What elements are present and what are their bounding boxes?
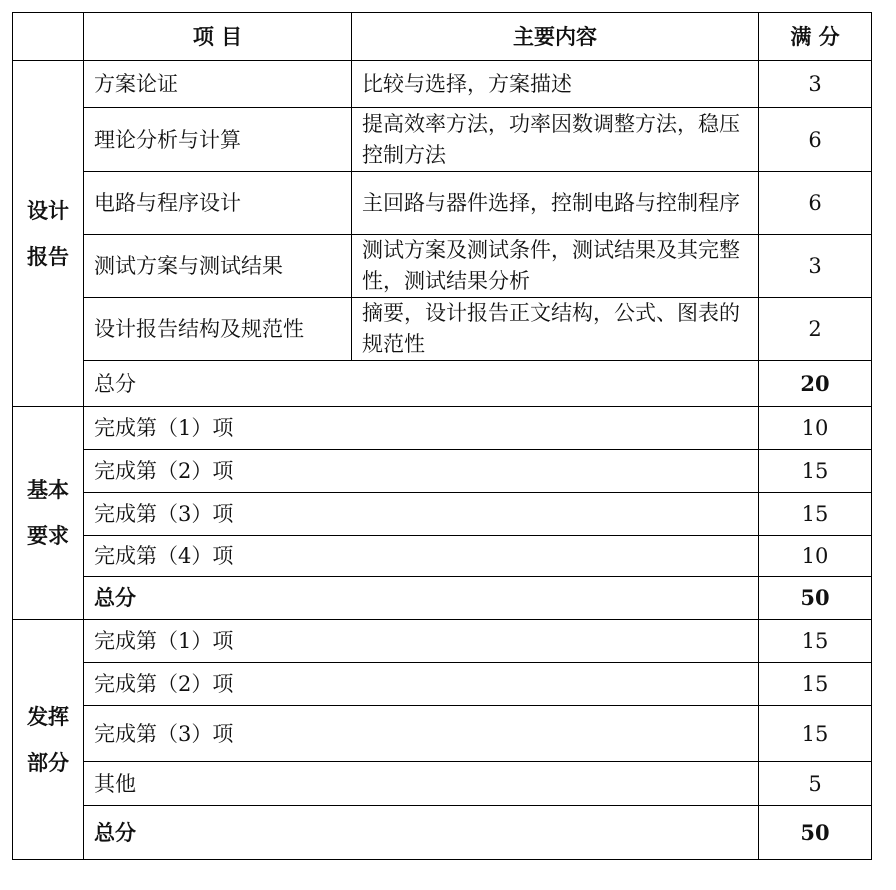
row-content: 比较与选择，方案描述 xyxy=(352,61,759,108)
row-score: 10 xyxy=(759,536,872,577)
row-item: 完成第（1）项 xyxy=(84,407,759,450)
row-item: 完成第（4）项 xyxy=(84,536,759,577)
table-row xyxy=(13,663,872,706)
table-row xyxy=(13,298,872,361)
section-label-report: 设计 报告 xyxy=(13,61,84,407)
table-row xyxy=(13,706,872,762)
row-score: 10 xyxy=(759,407,872,450)
scoring-table xyxy=(12,12,872,860)
row-score: 3 xyxy=(759,235,872,298)
row-score: 5 xyxy=(759,762,872,806)
row-item: 电路与程序设计 xyxy=(84,172,352,235)
row-content: 主回路与器件选择，控制电路与控制程序 xyxy=(352,172,759,235)
section-label-advanced: 发挥 部分 xyxy=(13,620,84,860)
total-label: 总分 xyxy=(84,361,759,407)
row-score: 6 xyxy=(759,172,872,235)
row-item: 完成第（1）项 xyxy=(84,620,759,663)
row-score: 15 xyxy=(759,663,872,706)
total-row xyxy=(13,361,872,407)
row-score: 15 xyxy=(759,493,872,536)
header-blank xyxy=(13,13,84,61)
table-row xyxy=(13,620,872,663)
section-label-basic: 基本 要求 xyxy=(13,407,84,620)
total-score: 50 xyxy=(759,577,872,620)
row-score: 2 xyxy=(759,298,872,361)
table-row xyxy=(13,536,872,577)
header-content: 主要内容 xyxy=(352,13,759,61)
row-item: 方案论证 xyxy=(84,61,352,108)
total-label: 总分 xyxy=(84,577,759,620)
header-item: 项 目 xyxy=(84,13,352,61)
row-content: 测试方案及测试条件，测试结果及其完整性，测试结果分析 xyxy=(352,235,759,298)
table-row xyxy=(13,493,872,536)
table-row xyxy=(13,235,872,298)
row-item: 设计报告结构及规范性 xyxy=(84,298,352,361)
table-row xyxy=(13,762,872,806)
table-row xyxy=(13,172,872,235)
row-item: 完成第（3）项 xyxy=(84,493,759,536)
total-score: 50 xyxy=(759,806,872,860)
row-content: 摘要，设计报告正文结构，公式、图表的规范性 xyxy=(352,298,759,361)
row-score: 15 xyxy=(759,706,872,762)
row-score: 15 xyxy=(759,450,872,493)
row-item: 测试方案与测试结果 xyxy=(84,235,352,298)
row-content: 提高效率方法，功率因数调整方法，稳压控制方法 xyxy=(352,108,759,172)
total-label: 总分 xyxy=(84,806,759,860)
row-item: 完成第（2）项 xyxy=(84,450,759,493)
table-row xyxy=(13,407,872,450)
row-item: 其他 xyxy=(84,762,759,806)
table-row xyxy=(13,61,872,108)
header-row xyxy=(13,13,872,61)
row-score: 15 xyxy=(759,620,872,663)
row-score: 6 xyxy=(759,108,872,172)
total-row xyxy=(13,577,872,620)
row-item: 理论分析与计算 xyxy=(84,108,352,172)
row-item: 完成第（2）项 xyxy=(84,663,759,706)
total-score: 20 xyxy=(759,361,872,407)
table-row xyxy=(13,450,872,493)
header-score: 满 分 xyxy=(759,13,872,61)
row-item: 完成第（3）项 xyxy=(84,706,759,762)
row-score: 3 xyxy=(759,61,872,108)
total-row xyxy=(13,806,872,860)
table-row xyxy=(13,108,872,172)
